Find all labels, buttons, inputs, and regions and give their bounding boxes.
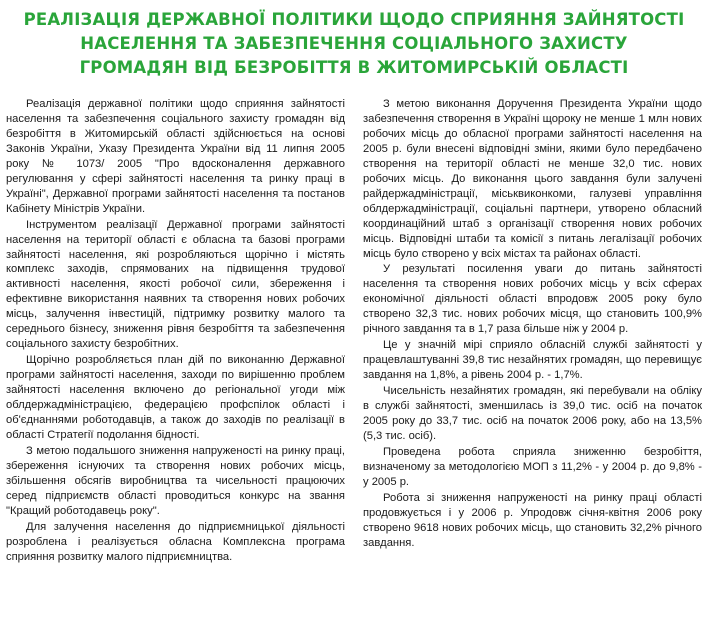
right-column xyxy=(363,97,702,625)
paragraph: Для залучення населення до підприємницької діяльності розроблена і реалізується обласна Комплексна програма сприяння розвитку малого підприємництва. xyxy=(6,520,345,563)
paragraph: У результаті посилення уваги до питань зайнятості населення та створення нових робочих місць у всіх сферах економічної діяльності області впродовж 2005 року було створено 32,3 тис. нових робочих місця, що становить 100,9% річного завдання та в 1,7 раза більше ніж у 2004 р. xyxy=(363,263,702,336)
paragraph: Робота зі зниження напруженості на ринку праці області продовжується і у 2006 р. Упродовж січня-квітня 2006 року створено 9618 нових робочих місць, що становить 32,2% річного завдання. xyxy=(363,491,702,549)
left-column xyxy=(6,97,345,625)
paragraph: Проведена робота сприяла зниженню безробіття, визначеному за методологією МОП з 11,2% - у 2004 р. до 9,8% - у 2005 р. xyxy=(363,445,702,488)
paragraph: Чисельність незайнятих громадян, які перебували на обліку в службі зайнятості, зменшилась із 39,0 тис. осіб на початок 2005 року до 33,7 тис. осіб на початок 2006 року, або на 13,5% (5,3 тис. осіб). xyxy=(363,385,702,442)
article-body xyxy=(0,97,708,625)
title-line-3: ГРОМАДЯН ВІД БЕЗРОБІТТЯ В ЖИТОМИРСЬКІЙ ОБЛАСТІ xyxy=(79,58,629,77)
title-line-1: РЕАЛІЗАЦІЯ ДЕРЖАВНОЇ ПОЛІТИКИ ЩОДО СПРИЯННЯ ЗАЙНЯТОСТІ xyxy=(23,10,685,29)
title-line-2: НАСЕЛЕННЯ ТА ЗАБЕЗПЕЧЕННЯ СОЦІАЛЬНОГО ЗАХИСТУ xyxy=(80,34,628,53)
paragraph: Це у значній мірі сприяло обласній службі зайнятості у працевлаштуванні 39,8 тис незайнятих громадян, що перевищує завдання на 1,8%, а рівень 2004 р. - 1,7%. xyxy=(363,339,702,382)
paragraph: З метою виконання Доручення Президента України щодо забезпечення створення в Україні щороку не менше 1 млн нових робочих місць до обласної програми зайнятості населення на 2005 р. були внесені відповідні зміни, якими було передбачено створення на території області не менше 32,0 тис. нових робочих місць. До виконання цього завдання були залучені райдержадміністрації, міськвиконкоми, галузеві управління облдержадміністрації, соціальні партнери, утворено обласний координаційний штаб з організації створення нових робочих місць. Відповідні штаби та комісії з питань легалізації робочих місць було створено у всіх містах та районах області. xyxy=(363,98,702,260)
paragraph: Реалізація державної політики щодо сприяння зайнятості населення та забезпечення соціального захисту громадян від безробіття в Житомирській області здійснюється на основі Законів України, Указу Президента України від 11 липня 2005 року № 1073/ 2005 "Про вдосконалення державного регулювання у сфері зайнятості населення та ринку праці в Україні", Державної програми зайнятості населення та постанов Кабінету Міністрів України. xyxy=(6,98,345,215)
paragraph: З метою подальшого зниження напруженості на ринку праці, збереження існуючих та створення нових робочих місць, збільшення обсягів виробництва та чисельності працюючих серед підприємств області проводиться конкурс на звання "Кращий роботодавець року". xyxy=(6,444,345,517)
paragraph: Інструментом реалізації Державної програми зайнятості населення на території області є обласна та базові програми зайнятості населення, які розробляються щорічно і містять комплекс заходів, спрямованих на підвищення трудової активності населення, якості робочої сили, збереження і ефективне використання наявних та створення нових робочих місць, залучення інвестицій, підтримку розвитку малого та середнього бізнесу, зниження рівня безробіття та забезпечення соціального захисту безробітних. xyxy=(6,218,345,351)
article-title xyxy=(0,0,708,80)
paragraph: Щорічно розробляється план дій по виконанню Державної програми зайнятості населення, заходи по вирішенню проблем зайнятості населення включено до регіональної угоди між облдержадміністрацією, федерацією профспілок області і об'єднаннями роботодавців, а також до заходів по реалізації в області Стратегії подолання бідності. xyxy=(6,354,345,441)
